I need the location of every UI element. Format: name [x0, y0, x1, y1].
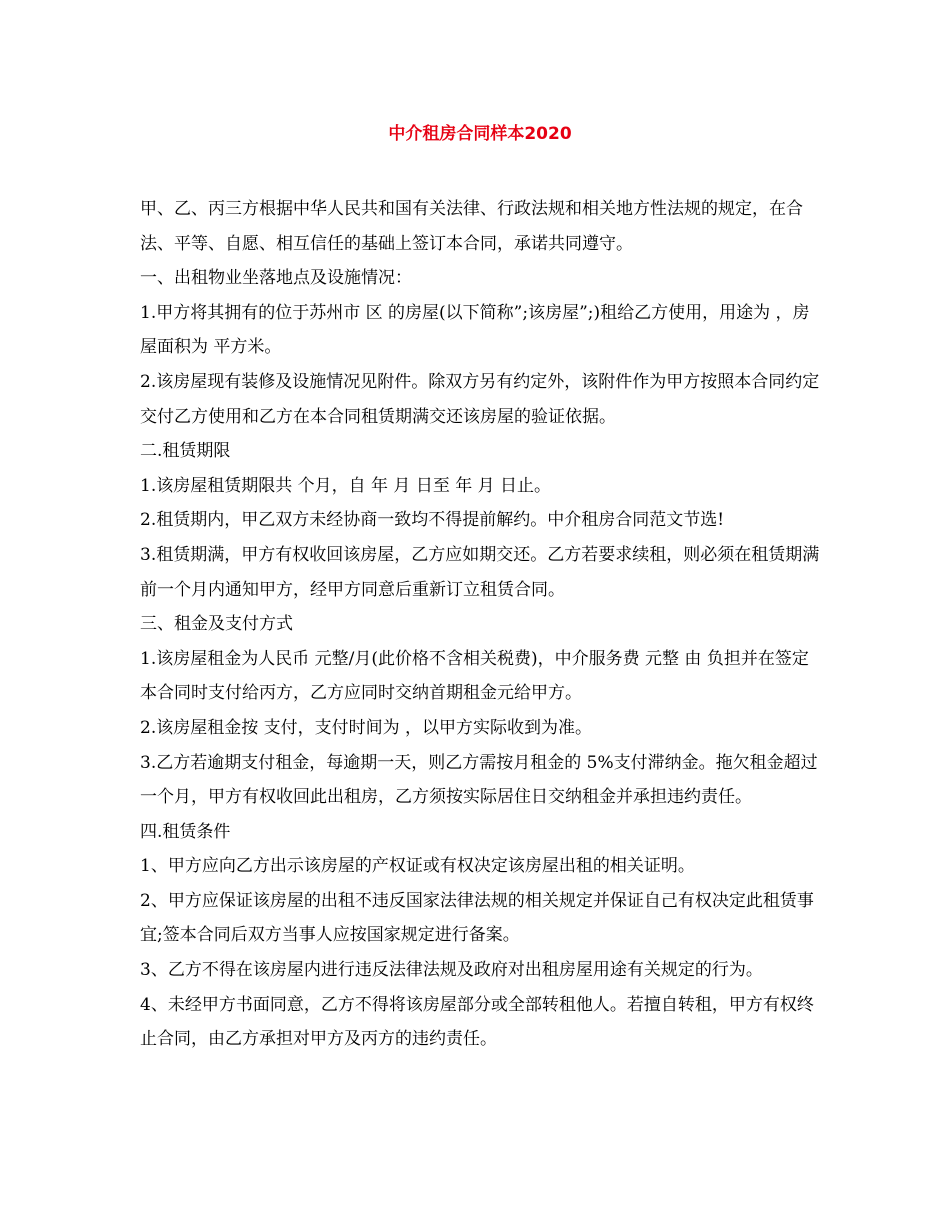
paragraph-2-2: 2.租赁期内，甲乙双方未经协商一致均不得提前解约。中介租房合同范文节选! [140, 510, 725, 531]
section-heading-2: 二.租赁期限 [140, 441, 231, 462]
section-heading-3: 三、租金及支付方式 [140, 614, 293, 635]
paragraph-4-3: 3、乙方不得在该房屋内进行违反法律法规及政府对出租房屋用途有关规定的行为。 [140, 960, 763, 981]
paragraph-3-1: 1.该房屋租金为人民币 元整/月(此价格不含相关税费)，中介服务费 元整 由 负担并在签定本合同时支付给丙方，乙方应同时交纳首期租金元给甲方。 [140, 648, 809, 704]
document-page [140, 120, 820, 1057]
paragraph-1-1: 1.甲方将其拥有的位于苏州市 区 的房屋(以下简称”;该房屋”;)租给乙方使用，用途为 ，房屋面积为 平方米。 [140, 302, 810, 358]
paragraph-preamble: 甲、乙、丙三方根据中华人民共和国有关法律、行政法规和相关地方性法规的规定，在合法、平等、自愿、相互信任的基础上签订本合同，承诺共同遵守。 [140, 199, 803, 254]
paragraph-3-2: 2.该房屋租金按 支付，支付时间为 ，以甲方实际收到为准。 [140, 717, 593, 738]
section-heading-4: 四.租赁条件 [140, 821, 231, 842]
paragraph-2-3: 3.租赁期满，甲方有权收回该房屋，乙方应如期交还。乙方若要求续租，则必须在租赁期满前一个月内通知甲方，经甲方同意后重新订立租赁合同。 [140, 544, 820, 600]
paragraph-4-1: 1、甲方应向乙方出示该房屋的产权证或有权决定该房屋出租的相关证明。 [140, 856, 695, 877]
paragraph-4-4: 4、未经甲方书面同意，乙方不得将该房屋部分或全部转租他人。若擅自转租，甲方有权终止合同，由乙方承担对甲方及丙方的违约责任。 [140, 994, 814, 1050]
paragraph-1-2: 2.该房屋现有装修及设施情况见附件。除双方另有约定外，该附件作为甲方按照本合同约定交付乙方使用和乙方在本合同租赁期满交还该房屋的验证依据。 [140, 371, 820, 427]
paragraph-3-3: 3.乙方若逾期支付租金，每逾期一天，则乙方需按月租金的 5%支付滞纳金。拖欠租金超过一个月，甲方有权收回此出租房，乙方须按实际居住日交纳租金并承担违约责任。 [140, 752, 818, 808]
document-title: 中介租房合同样本2020 [388, 124, 572, 144]
paragraph-2-1: 1.该房屋租赁期限共 个月，自 年 月 日至 年 月 日止。 [140, 475, 552, 496]
section-heading-1: 一、出租物业坐落地点及设施情况： [140, 268, 412, 289]
paragraph-4-2: 2、甲方应保证该房屋的出租不违反国家法律法规的相关规定并保证自己有权决定此租赁事宜;签本合同后双方当事人应按国家规定进行备案。 [140, 890, 814, 946]
